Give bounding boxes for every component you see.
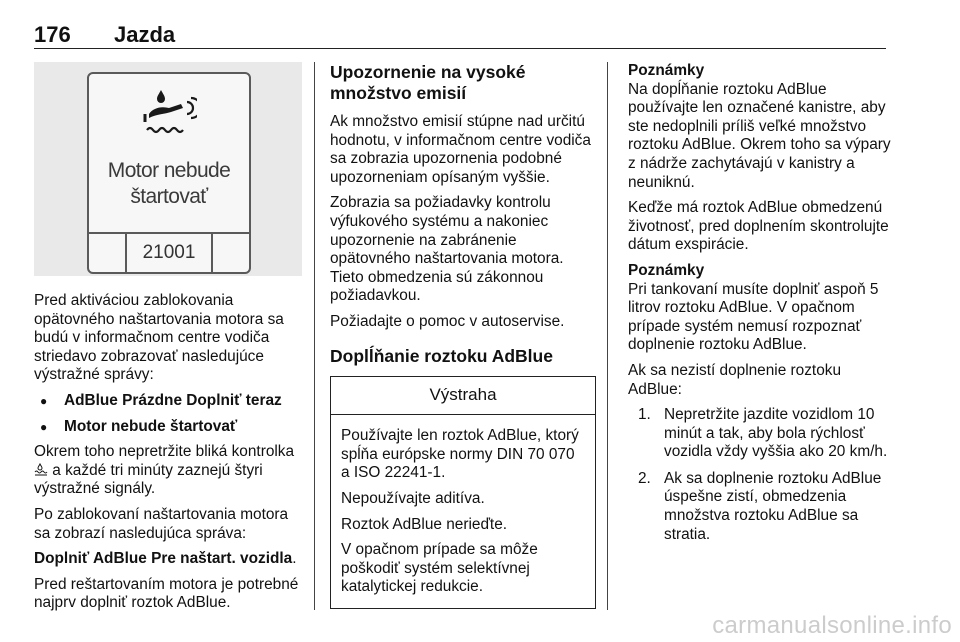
display-message-line: Motor nebude — [107, 159, 231, 182]
display-message — [89, 158, 249, 210]
text-span: . — [292, 550, 297, 568]
column-divider — [607, 62, 608, 610]
paragraph: Používajte len roztok AdBlue, ktorý spĺňa európske normy DIN 70 070 a ISO 22241-1. — [341, 427, 579, 482]
list-item: ● AdBlue Prázdne Doplniť teraz — [34, 392, 302, 411]
paragraph: Ak množstvo emisií stúpne nad určitú hodnotu, v informačnom centre vodiča sa zobrazia upozornenia podobné upozorneniam opísaným vyššie. — [330, 113, 591, 186]
paragraph: Roztok AdBlue nerieďte. — [341, 515, 508, 533]
list-item — [638, 470, 896, 544]
display-message-text: Doplniť AdBlue Pre naštart. vozidla — [34, 550, 293, 568]
note-title: Poznámky — [628, 261, 705, 279]
warning-body — [331, 415, 595, 608]
step-number: 2. — [638, 469, 651, 487]
paragraph: Nepoužívajte aditíva. — [341, 489, 485, 507]
subsection-heading: Doplĺňanie roztoku AdBlue — [330, 345, 553, 366]
section-title: Jazda — [114, 22, 176, 47]
display-cell — [211, 234, 249, 272]
note-text: Pri tankovaní musíte doplniť aspoň 5 litrov roztoku AdBlue. V opačnom prípade systém nemusí rozpoznať doplnenie roztoku AdBlue. — [628, 280, 879, 354]
paragraph: V opačnom prípade sa môže poškodiť systém selektívnej katalytickej redukcie. — [341, 541, 538, 596]
page-number: 176 — [34, 22, 71, 47]
display-cell — [89, 234, 127, 272]
paragraph: Ak sa nezistí doplnenie roztoku AdBlue: — [628, 361, 842, 398]
paragraph: Požiadajte o pomoc v autoservise. — [330, 312, 565, 330]
adblue-warning-icon — [141, 84, 197, 144]
paragraph — [34, 443, 302, 499]
display-status-bar — [89, 232, 249, 272]
text-span: Okrem toho nepretržite bliká kontrolka — [34, 443, 295, 461]
step-text: Nepretržite jazdite vozidlom 10 minút a tak, aby bola rýchlosť vozidla vždy vyššia ako 20 km/h. — [664, 406, 888, 461]
watermark: carmanualsonline.info — [712, 612, 952, 639]
step-number: 1. — [638, 406, 651, 424]
step-text: Ak sa doplnenie roztoku AdBlue úspešne zistí, obmedzenia množstva roztoku AdBlue sa stratia. — [664, 469, 882, 543]
note-title: Poznámky — [628, 62, 705, 79]
column-middle — [330, 62, 596, 609]
message-list — [34, 392, 302, 436]
note-text: Na dopĺňanie roztoku AdBlue používajte len označené kanistre, aby ste nedoplnili príliš veľké množstvo roztoku AdBlue. Okrem toho sa výpary z nádrže zachytávajú v kanistry a neuniknú. — [628, 80, 891, 191]
adblue-warning-icon — [34, 463, 48, 476]
page-header — [34, 8, 886, 49]
paragraph: Keďže má roztok AdBlue obmedzenú životnosť, pred doplnením skontrolujte dátum exspirácie. — [628, 199, 889, 254]
subsection-heading: Upozornenie na vysoké množstvo emisií — [330, 62, 526, 103]
steps-list — [628, 406, 896, 544]
display-message-line: štartovať — [130, 185, 208, 208]
text-span: a každé tri minúty zaznejú štyri výstražné signály. — [34, 461, 263, 498]
display-illustration — [34, 62, 302, 276]
warning-title: Výstraha — [331, 377, 595, 416]
paragraph: Pred aktiváciou zablokovania opätovného naštartovania motora sa budú v informačnom centre vodiča striedavo zobrazovať nasledujúce výstražné správy: — [34, 292, 284, 384]
warning-box — [330, 376, 596, 609]
display-code: 21001 — [142, 242, 196, 263]
paragraph: Po zablokovaní naštartovania motora sa zobrazí nasledujúca správa: — [34, 505, 289, 542]
paragraph — [34, 550, 302, 569]
column-right — [628, 62, 896, 552]
paragraph: Pred reštartovaním motora je potrebné najprv doplniť roztok AdBlue. — [34, 575, 299, 612]
paragraph: Zobrazia sa požiadavky kontrolu výfukového systému a nakoniec upozornenie na zabránenie opätovného naštartovania motora. Tieto obmedzenia sú zákonnou požiadavkou. — [330, 194, 564, 305]
driver-info-display — [87, 72, 251, 274]
column-left — [34, 62, 302, 620]
list-item — [638, 406, 896, 462]
column-divider — [314, 62, 315, 610]
list-item: ● Motor nebude štartovať — [34, 418, 302, 437]
